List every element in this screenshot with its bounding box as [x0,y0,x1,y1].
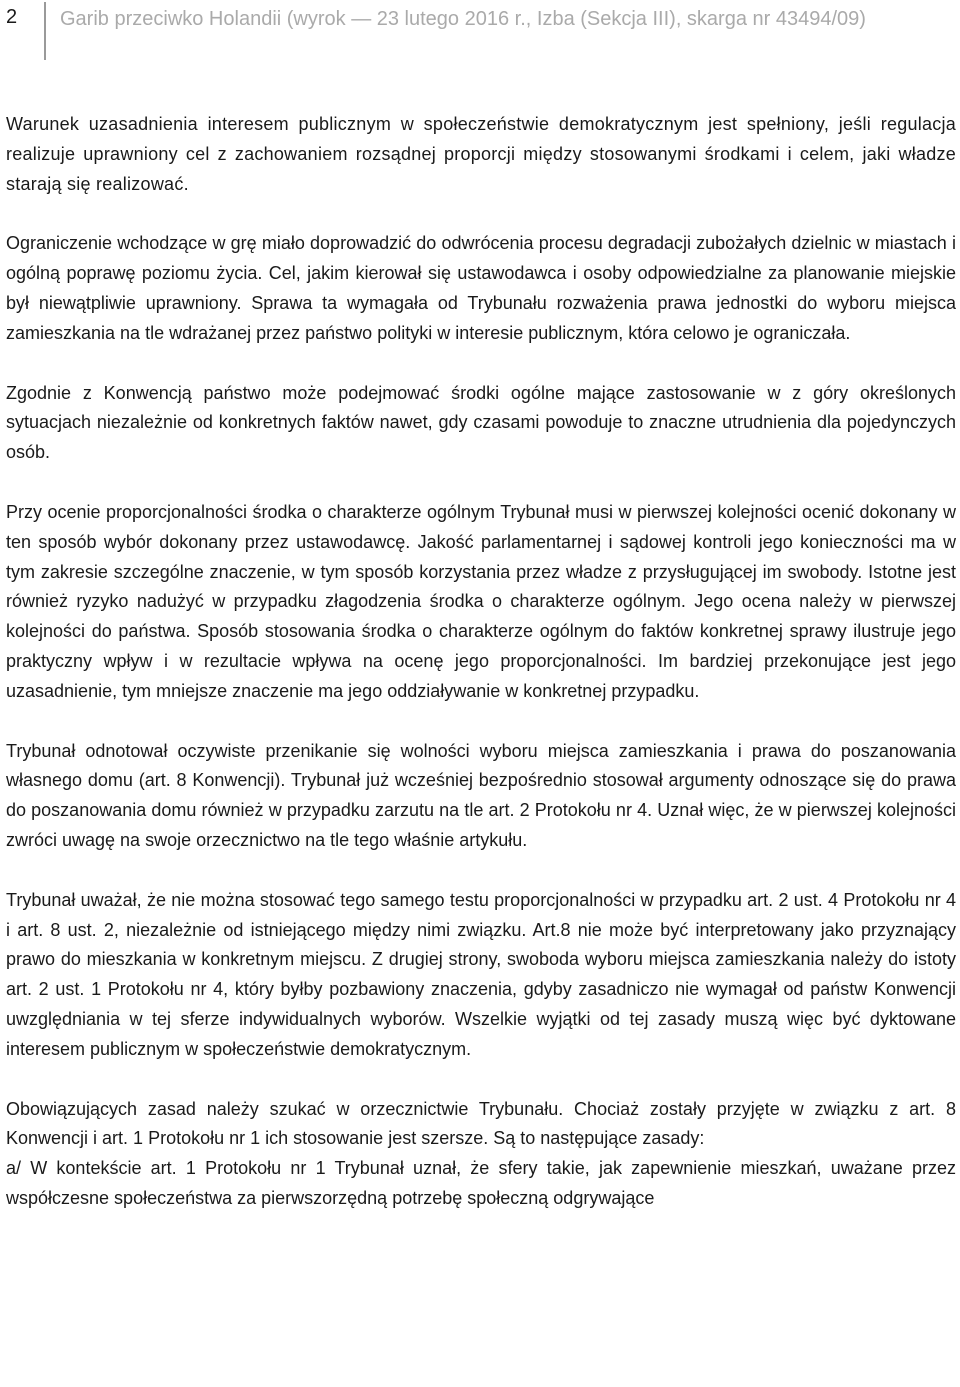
paragraph-restriction-aim: Ograniczenie wchodzące w grę miało doprowadzić do odwrócenia procesu degradacji zubożałych dzielnic w miastach i ogólną poprawę poziomu życia. Cel, jakim kierował się ustawodawca i osoby odpowiedzialne za planowanie miejskie był niewątpliwie uprawniony. Sprawa ta wymagała od Trybunału rozważenia prawa jednostki do wyboru miejsca zamieszkania na tle wdrażanej przez państwo polityki w interesie publicznym, która celowo je ograniczała. [6,233,956,343]
document-body [6,110,956,1214]
paragraph-home-respect: Trybunał odnotował oczywiste przenikanie się wolności wyboru miejsca zamieszkania i prawa do poszanowania własnego domu (art. 8 Konwencji). Trybunał już wcześniej bezpośrednio stosował argumenty odnoszące się do prawa do poszanowania domu również w przypadku zarzutu na tle art. 2 Protokołu nr 4. Uznał więc, że w pierwszej kolejności zwróci uwagę na swoje orzecznictwo na tle tego właśnie artykułu. [6,740,956,850]
paragraph-principles: Obowiązujących zasad należy szukać w orzecznictwie Trybunału. Chociaż zostały przyjęte w związku z art. 8 Konwencji i art. 1 Protokołu nr 1 ich stosowanie jest szersze. Są to następujące zasady: a/ W kontekście art. 1 Protokołu nr 1 Trybunał uznał, że sfery takie, jak zapewnienie mieszkań, uważane przez współczesne społeczeństwa za pierwszorzędną potrzebę społeczną odgrywające [6,1098,956,1208]
paragraph-proportionality: Przy ocenie proporcjonalności środka o charakterze ogólnym Trybunał musi w pierwszej kolejności ocenić dokonany w ten sposób wybór dokonany przez ustawodawcę. Jakość parlamentarnej i sądowej kontroli jego konieczności ma w tym zakresie szczególne znaczenie, w tym sposób korzystania przez władze z przysługującej im swobody. Istotne jest również ryzyko nadużyć w przypadku złagodzenia środka o charakterze ogólnym. Jego ocena należy w pierwszej kolejności do państwa. Sposób stosowania środka o charakterze ogólnym do faktów konkretnej sprawy ilustruje jego praktyczny wpływ i w rezultacie wpływa na ocenę jego proporcjonalności. Im bardziej przekonujące jest jego uzasadnienie, tym mniejsze znaczenie ma jego oddziaływanie w konkretnej przypadku. [6,501,956,701]
header-divider [44,2,46,60]
paragraph-different-test: Trybunał uważał, że nie można stosować tego samego testu proporcjonalności w przypadku art. 2 ust. 4 Protokołu nr 4 i art. 8 ust. 2, niezależnie od istniejącego między nimi związku. Art.8 nie może być interpretowany jako przyznający prawo do mieszkania w konkretnym miejscu. Z drugiej strony, swoboda wyboru miejsca zamieszkania należy do istoty art. 2 ust. 1 Protokołu nr 4, który byłby pozbawiony znaczenia, gdyby zasadniczo nie wymagał od państw Konwencji uwzględniania w tej sferze indywidualnych wyborów. Wszelkie wyjątki od tej zasady muszą więc być dyktowane interesem publicznym w społeczeństwie demokratycznym. [6,889,956,1059]
paragraph-public-interest: Warunek uzasadnienia interesem publicznym w społeczeństwie demokratycznym jest spełniony, jeśli regulacja realizuje uprawniony cel z zachowaniem rozsądnej proporcji między stosowanymi środkami i celem, jaki władze starają się realizować. [6,114,956,194]
page-number: 2 [6,6,18,28]
paragraph-general-measures: Zgodnie z Konwencją państwo może podejmować środki ogólne mające zastosowanie w z góry określonych sytuacjach niezależnie od konkretnych faktów nawet, gdy czasami powoduje to znaczne utrudnienia dla pojedynczych osób. [6,382,956,463]
header-title: Garib przeciwko Holandii (wyrok — 23 lutego 2016 r., Izba (Sekcja III), skarga nr 43494/09) [60,8,866,30]
page-header [6,2,946,64]
